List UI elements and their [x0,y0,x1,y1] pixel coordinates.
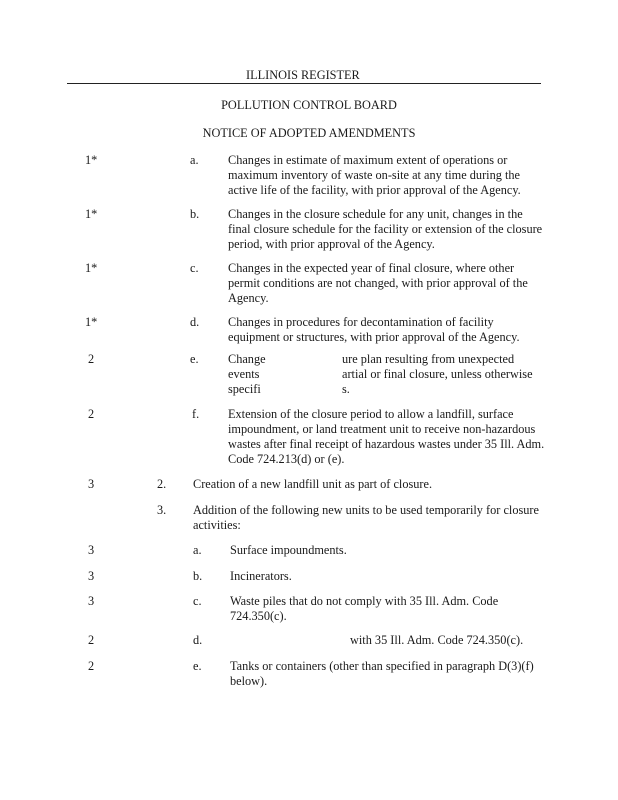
header-rule [67,83,541,84]
text-line: wastes after final receipt of hazardous wastes under 35 Ill. Adm. [228,437,545,451]
class-number: 2 [88,659,95,673]
text-line: Changes in the closure schedule for any unit, changes in the [228,207,523,221]
item-label: f. [192,407,200,421]
board-title: POLLUTION CONTROL BOARD [221,98,397,112]
text-line: period, with prior approval of the Agency. [228,237,435,251]
item-text [228,153,521,198]
item-text [228,407,544,467]
class-number: 1* [85,315,98,329]
text-line: events [228,367,260,381]
text-line: artial or final closure, unless otherwise [342,367,533,381]
item-label: 3. [157,503,167,517]
text-line: Changes in the expected year of final closure, where other [228,261,515,275]
item-text-right [342,352,533,397]
text-line: Surface impoundments. [230,543,347,557]
class-number: 1* [85,261,98,275]
item-text [230,569,292,584]
item-text [230,594,498,624]
item-label: b. [193,569,203,583]
class-number: 2 [88,407,95,421]
item-text [228,207,542,252]
class-number: 1* [85,207,98,221]
item-label: a. [190,153,199,167]
item-text [230,659,534,689]
item-text [228,261,528,306]
class-number: 3 [88,477,95,491]
item-text-left [228,352,266,397]
item-text [230,543,347,558]
text-line: equipment or structures, with prior approval of the Agency. [228,330,520,344]
text-line: Changes in estimate of maximum extent of operations or [228,153,508,167]
text-line: 724.350(c). [230,609,287,623]
text-line: permit conditions are not changed, with prior approval of the [228,276,528,290]
register-title: ILLINOIS REGISTER [246,68,360,82]
text-line: Agency. [228,291,269,305]
text-line: Change [228,352,266,366]
text-line: below). [230,674,268,688]
text-line: Extension of the closure period to allow a landfill, surface [228,407,514,421]
class-number: 3 [88,543,95,557]
class-number: 2 [88,633,95,647]
text-line: s. [342,382,350,396]
text-line: ure plan resulting from unexpected [342,352,515,366]
item-text [193,477,432,492]
text-line: Incinerators. [230,569,292,583]
item-text [228,315,520,345]
text-line: with 35 Ill. Adm. Code 724.350(c). [350,633,524,647]
text-line: activities: [193,518,241,532]
item-text [193,503,539,533]
text-line: Waste piles that do not comply with 35 Ill. Adm. Code [230,594,499,608]
text-line: Creation of a new landfill unit as part of closure. [193,477,433,491]
notice-title: NOTICE OF ADOPTED AMENDMENTS [202,126,416,140]
item-label: e. [190,352,199,366]
item-label: e. [193,659,202,673]
item-label: c. [190,261,199,275]
item-label: c. [193,594,202,608]
text-line: final closure schedule for the facility or extension of the closure [228,222,543,236]
text-line: maximum inventory of waste on-site at any time during the [228,168,520,182]
item-label: d. [190,315,200,329]
item-label: 2. [157,477,167,491]
class-number: 1* [85,153,98,167]
text-line: impoundment, or land treatment unit to receive non-hazardous [228,422,536,436]
text-line: specifi [228,382,261,396]
class-number: 3 [88,594,95,608]
item-label: b. [190,207,200,221]
item-label: a. [193,543,202,557]
text-line: Changes in procedures for decontamination of facility [228,315,494,329]
class-number: 3 [88,569,95,583]
text-line: Addition of the following new units to be used temporarily for closure [193,503,539,517]
text-line: Tanks or containers (other than specified in paragraph D(3)(f) [230,659,534,673]
item-text-right [350,633,523,648]
text-line: Code 724.213(d) or (e). [228,452,345,466]
item-label: d. [193,633,203,647]
class-number: 2 [88,352,95,366]
text-line: active life of the facility, with prior approval of the Agency. [228,183,521,197]
